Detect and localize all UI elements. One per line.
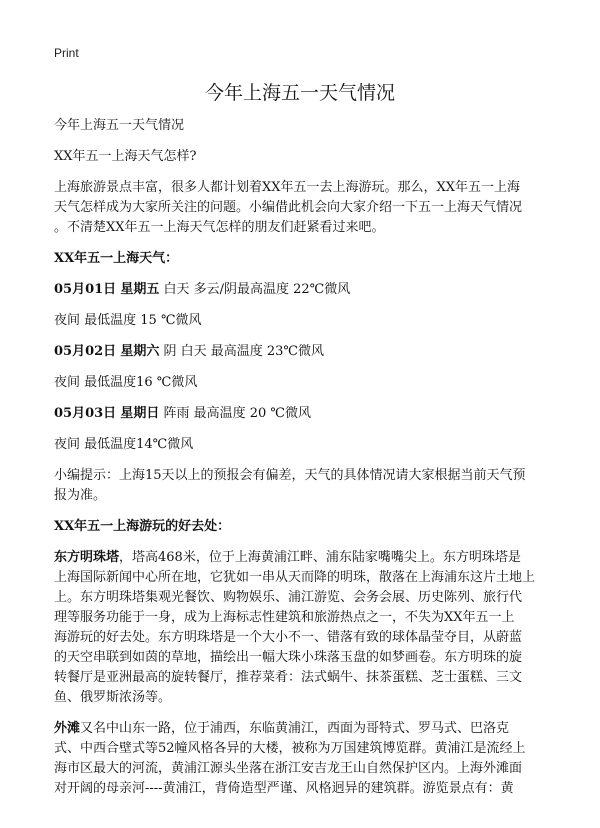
forecast-date: 05月03日 xyxy=(54,406,117,421)
bund-line: 海市区最大的河流，黄浦江源头坐落在浙江安吉龙王山自然保护区内。上海外滩面 xyxy=(54,761,523,776)
article-question: XX年五一上海天气怎样? xyxy=(54,149,197,164)
tip-line: 报为准。 xyxy=(54,488,107,503)
forecast-night-2: 夜间 最低温度16 ℃微风 xyxy=(54,375,198,390)
print-link[interactable]: Print xyxy=(54,46,79,60)
forecast-night-3: 夜间 最低温度14℃微风 xyxy=(54,437,194,452)
bund-paragraph xyxy=(54,719,550,799)
intro-line: 天气怎样成为大家所关注的问题。小编借此机会向大家介绍一下五一上海天气情况 xyxy=(54,200,523,215)
intro-paragraph xyxy=(54,178,550,238)
pearl-tower-line: 理等服务功能于一身，成为上海标志性建筑和旅游热点之一，不失为XX年五一上 xyxy=(54,610,515,625)
bund-line: 式、中西合壁式等52幢风格各异的大楼，被称为万国建筑博览群。黄浦江是流经上 xyxy=(54,741,526,756)
forecast-day-3 xyxy=(54,404,550,424)
forecast-weekday: 星期六 xyxy=(120,344,160,359)
pearl-tower-line-text: ，塔高468米，位于上海黄浦江畔、浦东陆家嘴嘴尖上。东方明珠塔是 xyxy=(119,550,521,565)
forecast-date: 05月02日 xyxy=(54,344,117,359)
weather-heading: XX年五一上海天气： xyxy=(54,251,179,266)
bund-line xyxy=(54,719,550,739)
pearl-tower-line: 海游玩的好去处。东方明珠塔是一个大小不一、错落有致的球体晶莹夺目，从蔚蓝 xyxy=(54,630,523,645)
pearl-tower-line: 上海国际新闻中心所在地，它犹如一串从天而降的明珠，散落在上海浦东这片土地上 xyxy=(54,570,536,585)
pearl-tower-line: 的天空串联到如茵的草地，描绘出一幅大珠小珠落玉盘的如梦画卷。东方明珠的旋 xyxy=(54,650,523,665)
pearl-tower-line: 鱼、俄罗斯浓汤等。 xyxy=(54,690,172,705)
intro-line: 上海旅游景点丰富，很多人都计划着XX年五一去上海游玩。那么，XX年五一上海 xyxy=(54,180,521,195)
pearl-tower-line: 上。东方明珠塔集观光餐饮、购物娱乐、浦江游览、会务会展、历史陈列、旅行代 xyxy=(54,590,523,605)
forecast-weekday: 星期日 xyxy=(120,406,160,421)
forecast-day-text: 白天 多云/阴最高温度 22℃微风 xyxy=(163,282,351,297)
article-subtitle: 今年上海五一天气情况 xyxy=(54,118,185,133)
forecast-night-1: 夜间 最低温度 15 ℃微风 xyxy=(54,313,202,328)
pearl-tower-name: 东方明珠塔 xyxy=(54,550,120,565)
editor-tip xyxy=(54,466,550,506)
forecast-day-text: 阴 白天 最高温度 23℃微风 xyxy=(163,344,324,359)
pearl-tower-line: 转餐厅是亚洲最高的旋转餐厅，推荐菜肴：法式蜗牛、抹茶蛋糕、芝士蛋糕、三文 xyxy=(54,670,523,685)
forecast-day-1 xyxy=(54,280,550,300)
bund-line: 对开阔的母亲河----黄浦江，背倚造型严谨、风格迥异的建筑群。游览景点有：黄 xyxy=(54,781,514,796)
pearl-tower-line xyxy=(54,548,550,568)
forecast-day-2 xyxy=(54,342,550,362)
places-heading: XX年五一上海游玩的好去处： xyxy=(54,519,231,534)
article-body xyxy=(54,116,550,810)
bund-line-text: 又名中山东一路，位于浦西，东临黄浦江，西面为哥特式、罗马式、巴洛克 xyxy=(80,721,510,736)
forecast-day-text: 阵雨 最高温度 20 ℃微风 xyxy=(163,406,311,421)
tip-line: 小编提示：上海15天以上的预报会有偏差，天气的具体情况请大家根据当前天气预 xyxy=(54,468,526,483)
intro-line: 。不清楚XX年五一上海天气怎样的朋友们赶紧看过来吧。 xyxy=(54,220,385,235)
forecast-weekday: 星期五 xyxy=(120,282,160,297)
bund-name: 外滩 xyxy=(54,721,81,736)
pearl-tower-paragraph xyxy=(54,548,550,708)
page-title: 今年上海五一天气情况 xyxy=(204,82,395,104)
forecast-date: 05月01日 xyxy=(54,282,117,297)
